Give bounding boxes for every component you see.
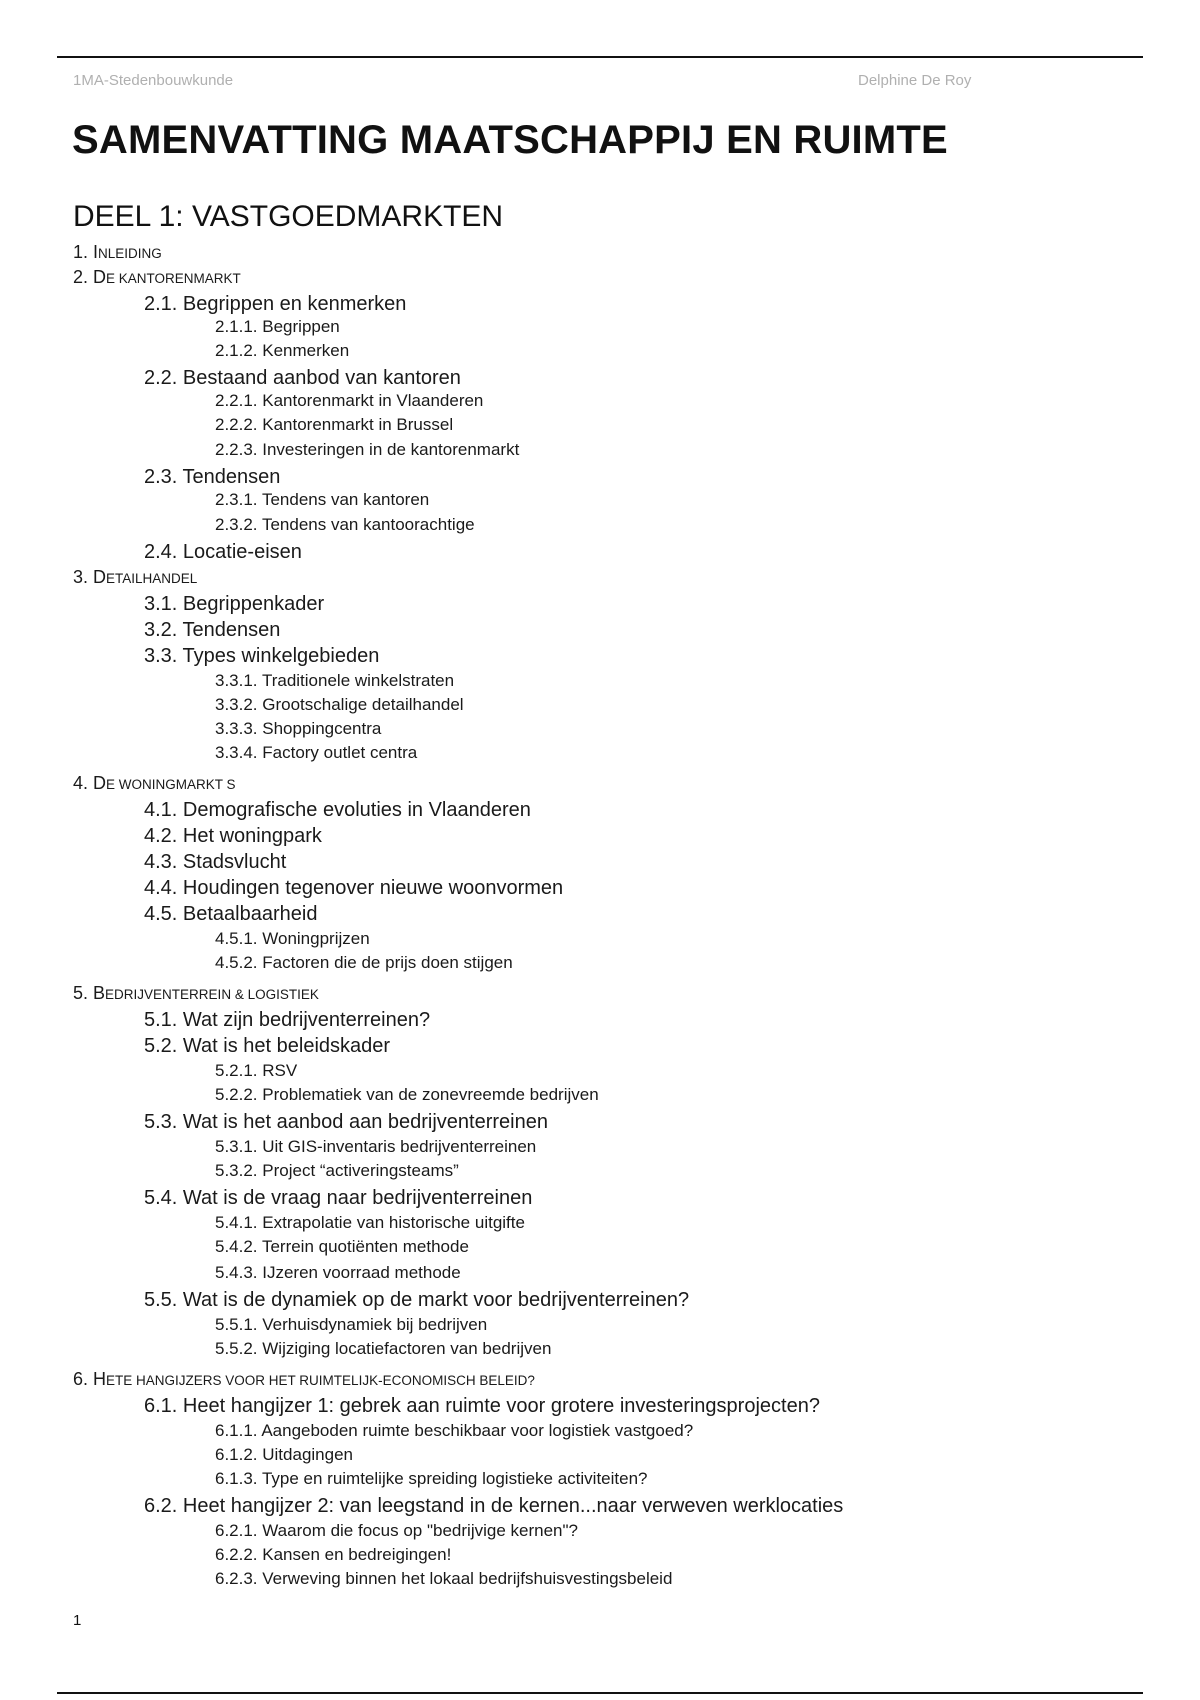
toc-chapter-initial: I [93, 242, 99, 262]
toc-subsection: 2.2.2. Kantorenmarkt in Brussel [215, 415, 454, 434]
toc-section: 6.2. Heet hangijzer 2: van leegstand in de kernen...naar verweven werklocaties [144, 1495, 844, 1517]
toc-subsection: 5.4.1. Extrapolatie van historische uitgifte [215, 1213, 525, 1232]
toc-section: 4.5. Betaalbaarheid [144, 903, 318, 925]
toc-subsection: 2.3.1. Tendens van kantoren [215, 490, 430, 509]
part-heading: DEEL 1: VASTGOEDMARKTEN [73, 200, 504, 233]
toc-section: 2.3. Tendensen [144, 466, 281, 488]
toc-chapter-initial: H [93, 1369, 107, 1389]
toc-subsection: 3.3.4. Factory outlet centra [215, 743, 418, 762]
toc-section: 4.2. Het woningpark [144, 825, 322, 847]
toc-section: 6.1. Heet hangijzer 1: gebrek aan ruimte voor grotere investeringsprojecten? [144, 1395, 820, 1417]
toc-subsection: 3.3.3. Shoppingcentra [215, 719, 382, 738]
toc-subsection: 3.3.1. Traditionele winkelstraten [215, 671, 455, 690]
toc-subsection: 2.3.2. Tendens van kantoorachtige [215, 515, 475, 534]
toc-chapter [73, 242, 162, 263]
toc-section: 2.1. Begrippen en kenmerken [144, 293, 407, 315]
toc-subsection: 5.4.3. IJzeren voorraad methode [215, 1263, 461, 1282]
header-course: 1MA-Stedenbouwkunde [73, 72, 234, 89]
toc-chapter-rest: E WONINGMARKT S [106, 777, 236, 792]
toc-chapter-number: 4. [73, 773, 89, 793]
toc-chapter-number: 6. [73, 1369, 89, 1389]
toc-chapter-rest: ETE HANGIJZERS VOOR HET RUIMTELIJK-ECONOMISCH BELEID? [106, 1373, 535, 1388]
toc-chapter-initial: D [93, 567, 107, 587]
toc-section: 5.1. Wat zijn bedrijventerreinen? [144, 1009, 431, 1031]
toc-chapter-number: 2. [73, 267, 89, 287]
toc-subsection: 5.4.2. Terrein quotiënten methode [215, 1237, 469, 1256]
toc-section: 4.3. Stadsvlucht [144, 851, 287, 873]
toc-subsection: 2.1.2. Kenmerken [215, 341, 350, 360]
toc-chapter-initial: B [93, 983, 106, 1003]
toc-chapter-rest: EDRIJVENTERREIN & LOGISTIEK [105, 987, 319, 1002]
toc-section: 4.1. Demografische evoluties in Vlaanderen [144, 799, 531, 821]
toc-subsection: 3.3.2. Grootschalige detailhandel [215, 695, 464, 714]
toc-section: 5.5. Wat is de dynamiek op de markt voor bedrijventerreinen? [144, 1289, 690, 1311]
toc-section: 2.4. Locatie-eisen [144, 541, 302, 563]
toc-chapter [73, 1369, 535, 1390]
bottom-rule [57, 1692, 1143, 1694]
toc-subsection: 5.5.2. Wijziging locatiefactoren van bedrijven [215, 1339, 552, 1358]
document-title: SAMENVATTING MAATSCHAPPIJ EN RUIMTE [72, 118, 948, 162]
toc-subsection: 5.3.2. Project “activeringsteams” [215, 1161, 459, 1180]
toc-section: 4.4. Houdingen tegenover nieuwe woonvormen [144, 877, 564, 899]
toc-subsection: 6.2.2. Kansen en bedreigingen! [215, 1545, 452, 1564]
toc-chapter-number: 3. [73, 567, 89, 587]
toc-chapter [73, 567, 197, 588]
toc-subsection: 2.2.3. Investeringen in de kantorenmarkt [215, 440, 520, 459]
toc-subsection: 6.2.1. Waarom die focus op "bedrijvige kernen"? [215, 1521, 578, 1540]
toc-chapter-number: 5. [73, 983, 89, 1003]
toc-section: 3.3. Types winkelgebieden [144, 645, 380, 667]
toc-subsection: 5.2.1. RSV [215, 1061, 298, 1080]
page-number: 1 [73, 1612, 82, 1629]
toc-chapter-initial: D [93, 267, 107, 287]
toc-section: 3.1. Begrippenkader [144, 593, 325, 615]
toc-subsection: 5.5.1. Verhuisdynamiek bij bedrijven [215, 1315, 488, 1334]
toc-chapter-rest: E KANTORENMARKT [106, 271, 241, 286]
toc-chapter-rest: NLEIDING [98, 246, 162, 261]
toc-subsection: 6.1.3. Type en ruimtelijke spreiding logistieke activiteiten? [215, 1469, 648, 1488]
toc-chapter [73, 983, 319, 1004]
toc-chapter [73, 267, 241, 288]
toc-subsection: 4.5.2. Factoren die de prijs doen stijgen [215, 953, 513, 972]
toc-section: 3.2. Tendensen [144, 619, 281, 641]
header-author: Delphine De Roy [858, 72, 972, 89]
toc-chapter [73, 773, 236, 794]
toc-chapter-initial: D [93, 773, 107, 793]
toc-chapter-rest: ETAILHANDEL [106, 571, 198, 586]
toc-subsection: 2.2.1. Kantorenmarkt in Vlaanderen [215, 391, 484, 410]
toc-subsection: 5.3.1. Uit GIS-inventaris bedrijventerreinen [215, 1137, 537, 1156]
toc-section: 2.2. Bestaand aanbod van kantoren [144, 367, 461, 389]
toc-subsection: 6.1.2. Uitdagingen [215, 1445, 353, 1464]
toc-section: 5.4. Wat is de vraag naar bedrijventerreinen [144, 1187, 533, 1209]
toc-subsection: 6.2.3. Verweving binnen het lokaal bedrijfshuisvestingsbeleid [215, 1569, 673, 1588]
toc-section: 5.2. Wat is het beleidskader [144, 1035, 391, 1057]
toc-section: 5.3. Wat is het aanbod aan bedrijventerreinen [144, 1111, 548, 1133]
toc-subsection: 5.2.2. Problematiek van de zonevreemde bedrijven [215, 1085, 599, 1104]
toc-subsection: 2.1.1. Begrippen [215, 317, 340, 336]
toc-chapter-number: 1. [73, 242, 89, 262]
toc-subsection: 4.5.1. Woningprijzen [215, 929, 370, 948]
toc-subsection: 6.1.1. Aangeboden ruimte beschikbaar voor logistiek vastgoed? [215, 1421, 694, 1440]
